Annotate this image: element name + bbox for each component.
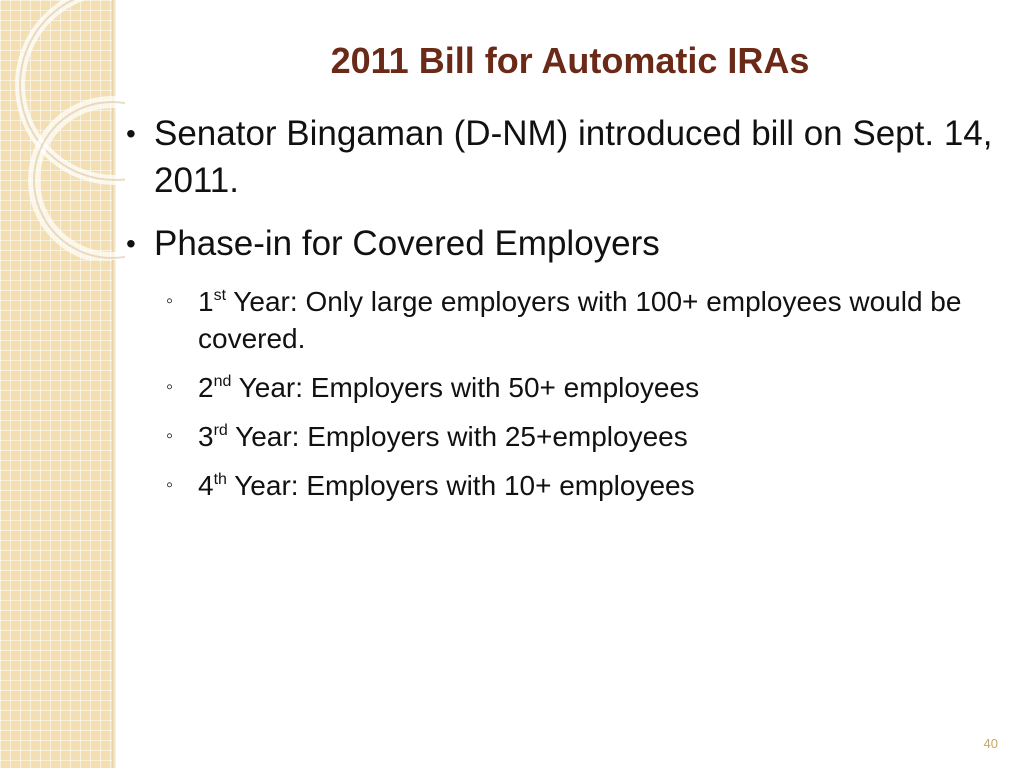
year-number: 1	[198, 286, 214, 317]
hollow-bullet-icon: ◦	[166, 425, 174, 447]
bullet-senator-bingaman	[126, 110, 1006, 204]
slide-title: 2011 Bill for Automatic IRAs	[330, 40, 810, 81]
bullet-dot: •	[126, 228, 136, 259]
sub-bullet-year-2	[126, 369, 1006, 406]
ordinal-suffix: nd	[213, 373, 232, 390]
decorative-rings	[0, 0, 125, 260]
hollow-bullet-icon: ◦	[166, 376, 174, 398]
phase-in-sublist	[126, 283, 1006, 504]
ordinal-suffix: th	[213, 471, 227, 488]
sub-bullet-text: Year: Employers with 50+ employees	[231, 372, 700, 403]
page-number: 40	[983, 736, 998, 751]
year-number: 4	[198, 470, 214, 501]
bullet-text: Phase-in for Covered Employers	[154, 224, 660, 263]
hollow-bullet-icon: ◦	[166, 474, 174, 496]
year-number: 2	[198, 372, 214, 403]
sub-bullet-text: Year: Only large employers with 100+ employees would be covered.	[198, 286, 962, 354]
bullet-text: Senator Bingaman (D-NM) introduced bill on Sept. 14, 2011.	[154, 114, 993, 200]
sub-bullet-text: Year: Employers with 25+employees	[227, 421, 688, 452]
ordinal-suffix: st	[213, 287, 227, 304]
hollow-bullet-icon: ◦	[166, 290, 174, 312]
bullet-dot: •	[126, 118, 136, 149]
sub-bullet-year-1	[126, 283, 1006, 357]
bullet-phase-in	[126, 220, 1006, 267]
sub-bullet-text: Year: Employers with 10+ employees	[226, 470, 695, 501]
sub-bullet-year-4	[126, 467, 1006, 504]
ordinal-suffix: rd	[213, 422, 228, 439]
slide-body	[126, 110, 1006, 516]
year-number: 3	[198, 421, 214, 452]
sub-bullet-year-3	[126, 418, 1006, 455]
